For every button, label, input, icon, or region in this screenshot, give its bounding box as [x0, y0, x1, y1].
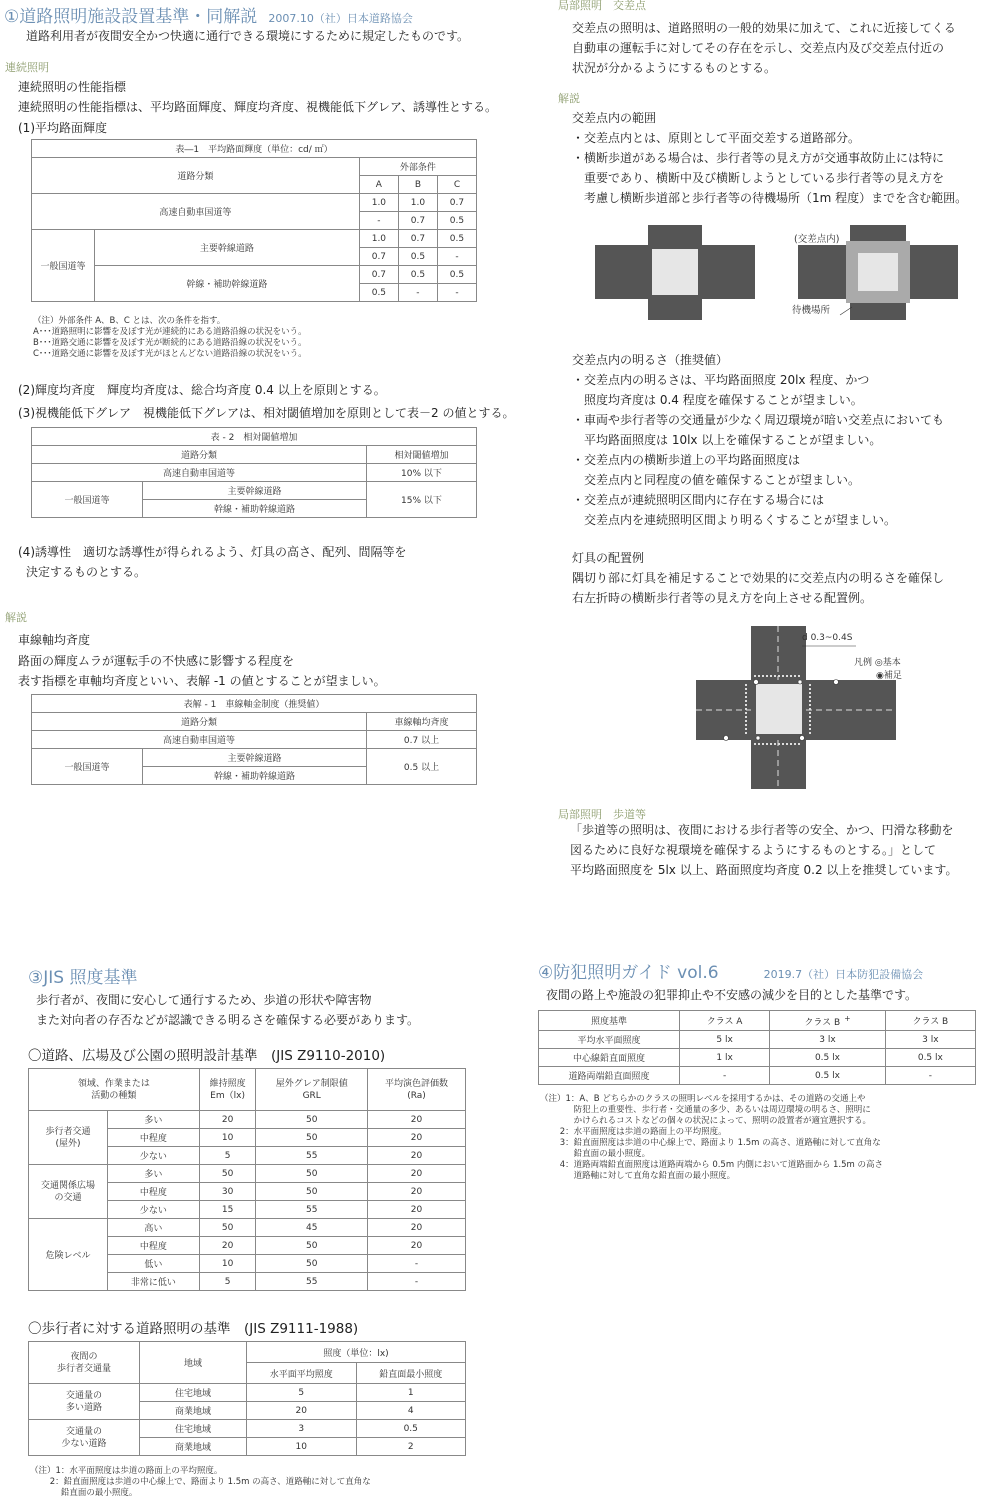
t6-h2-label: クラス B	[804, 1017, 841, 1028]
t1-col-a: A	[359, 176, 398, 194]
cell: 50	[256, 1165, 368, 1183]
cell: 0.5	[437, 266, 476, 284]
cell: 平均水平面照度	[539, 1031, 680, 1049]
table4	[28, 1068, 466, 1291]
cell: 5	[199, 1147, 256, 1165]
note-line: （注）1：水平面照度は歩道の路面上の平均照度。	[30, 1466, 223, 1476]
t6-h2	[770, 1011, 886, 1031]
text-line: ・交差点内とは、原則として平面交差する道路部分。	[572, 131, 861, 145]
t1-g2a: 主要幹線道路	[95, 230, 360, 266]
t4-g2-name: 交通関係広場	[40, 1180, 95, 1191]
t1-col-c: C	[437, 176, 476, 194]
axis-head: 車線軸均斉度	[18, 633, 91, 647]
cell: 20	[247, 1402, 357, 1420]
sec1-meta: 2007.10（社）日本道路協会	[268, 12, 413, 25]
cell: -	[398, 284, 437, 302]
cell: 20	[368, 1201, 466, 1219]
cell: -	[437, 248, 476, 266]
cell: 3 lx	[885, 1031, 975, 1049]
note-line: 道路軸に対して直角な鉛直面の最小照度。	[540, 1171, 736, 1181]
sec3-note	[30, 1466, 371, 1499]
cell: 中程度	[108, 1129, 200, 1147]
cell: 低い	[108, 1255, 200, 1273]
t1-h-class: 道路分類	[32, 158, 360, 194]
note1-line: （注）外部条件 A、B、C とは、次の条件を指す。	[33, 316, 226, 326]
sec1-title: ①道路照明施設設置基準・同解説	[4, 7, 258, 27]
right-p1	[572, 18, 956, 78]
t2-g2v: 15% 以下	[366, 482, 476, 518]
sec3-intro	[36, 990, 419, 1030]
table2-caption: 表 - 2 相対閾値増加	[32, 428, 477, 446]
cell: -	[368, 1273, 466, 1291]
cell: 0.7	[398, 212, 437, 230]
cell: 50	[199, 1165, 256, 1183]
table6	[538, 1010, 976, 1085]
cell: 1 lx	[680, 1049, 770, 1067]
cell: 50	[256, 1183, 368, 1201]
item4a: (4)誘導性 適切な誘導性が得られるよう、灯具の高さ、配列、間隔等を	[18, 545, 407, 559]
cell: 45	[256, 1219, 368, 1237]
bright-head: 交差点内の明るさ（推奨値）	[572, 353, 729, 367]
cell: 0.5	[437, 230, 476, 248]
t4-g2-name2: の交通	[54, 1192, 82, 1203]
legend-basic: 凡例 ◎基本	[854, 658, 901, 668]
cell: 0.7	[359, 248, 398, 266]
t2-g2: 一般国道等	[32, 482, 143, 518]
text-line: 照度均斉度は 0.4 程度を確保することが望ましい。	[572, 393, 863, 407]
table5	[28, 1341, 466, 1456]
t2-r1: 高速自動車国道等	[32, 464, 367, 482]
text-line: 重要であり、横断中及び横断しようとしている歩行者等の見え方を	[572, 171, 945, 185]
cell: 50	[256, 1129, 368, 1147]
table3-caption: 表解 - 1 車線軸金制度（推奨値）	[32, 695, 477, 713]
cell: 20	[199, 1111, 256, 1129]
sec4-title: ④防犯照明ガイド vol.6	[538, 963, 719, 983]
label-local-intersection: 局部照明 交差点	[558, 0, 646, 12]
cell: 55	[256, 1273, 368, 1291]
cell: 50	[199, 1219, 256, 1237]
t6-h0: 照度基準	[539, 1011, 680, 1031]
t4-g1-name2: (屋外)	[55, 1138, 81, 1149]
text-line: ・交差点が連続照明区間内に存在する場合には	[572, 493, 825, 507]
item1: (1)平均路面輝度	[18, 121, 107, 135]
t4-h3	[256, 1069, 368, 1111]
cell: 20	[368, 1219, 466, 1237]
table2	[31, 427, 477, 518]
intersection-figures	[590, 225, 970, 320]
walk-list	[570, 820, 957, 880]
cell: 多い	[108, 1165, 200, 1183]
t3-r1: 高速自動車国道等	[32, 731, 367, 749]
note-line: 防犯上の重要性、歩行者・交通量の多少、あるいは周辺環境の明るさ、照明に	[540, 1105, 871, 1115]
cell: 1.0	[398, 194, 437, 212]
item4b: 決定するものとする。	[26, 565, 147, 579]
t5-h1a: 夜間の	[70, 1351, 98, 1362]
cont-label: 連続照明	[5, 61, 49, 74]
range-head: 交差点内の範囲	[572, 111, 657, 125]
text-line: また対向者の存否などが認識できる明るさを確保する必要があります。	[36, 1013, 420, 1027]
text-line: 「歩道等の照明は、夜間における歩行者等の安全、かつ、円滑な移動を	[570, 823, 954, 837]
t3-h-val: 車線軸均斉度	[366, 713, 476, 731]
text-line: 交差点内を連続照明区間より明るくすることが望ましい。	[572, 513, 897, 527]
sec4-heading	[538, 958, 923, 983]
t4-h4b: (Ra)	[407, 1090, 426, 1101]
t2-g2a: 主要幹線道路	[143, 482, 367, 500]
bright-list	[572, 370, 944, 530]
t1-g2: 一般国道等	[32, 230, 95, 302]
t5-h3a: 水平面平均照度	[247, 1363, 357, 1384]
sec3-title: ③JIS 照度基準	[28, 968, 138, 988]
t4-h2a: 維持照度	[209, 1078, 246, 1089]
cell: 20	[368, 1165, 466, 1183]
cell: -	[368, 1255, 466, 1273]
t4-g1	[29, 1111, 108, 1165]
t6-h2-plus: +	[844, 1013, 851, 1023]
t5-h3: 照度（単位：lx)	[247, 1342, 466, 1363]
cell: 0.7	[398, 230, 437, 248]
table1	[31, 139, 477, 302]
cell: 20	[199, 1237, 256, 1255]
cell: 0.7	[437, 194, 476, 212]
t2-r1v: 10% 以下	[366, 464, 476, 482]
cell: 商業地域	[140, 1402, 247, 1420]
perf-head: 連続照明の性能指標	[18, 80, 127, 94]
axis-t1: 路面の輝度ムラが運転手の不快感に影響する程度を	[18, 654, 295, 668]
lamp-head: 灯具の配置例	[572, 551, 645, 565]
cell: 道路両端鉛直面照度	[539, 1067, 680, 1085]
t4-h3b: GRL	[302, 1090, 321, 1101]
text-line: 状況が分かるようにするものとする。	[572, 61, 777, 75]
cell: 商業地域	[140, 1438, 247, 1456]
cell: 20	[368, 1111, 466, 1129]
cell: 5 lx	[680, 1031, 770, 1049]
axis-t2: 表す指標を車軸均斉度といい、表解 -1 の値とすることが望ましい。	[18, 674, 386, 688]
cell: 1	[356, 1384, 466, 1402]
t5-h1	[29, 1342, 140, 1384]
t1-h-ext: 外部条件	[359, 158, 476, 176]
note-line: かけられるコストなどの個々の状況によって、照明の設置者が適宜選択する。	[540, 1116, 871, 1126]
cell: 高い	[108, 1219, 200, 1237]
text-line: ・車両や歩行者等の交通量が少なく周辺環境が暗い交差点においても	[572, 413, 945, 427]
cell: 1.0	[359, 194, 398, 212]
t5-h1b: 歩行者交通量	[56, 1363, 111, 1374]
item2: (2)輝度均斉度 輝度均斉度は、総合均斉度 0.4 以上を原則とする。	[18, 383, 386, 397]
cell: 50	[256, 1237, 368, 1255]
note-line: （注）1：A、B どちらかのクラスの照明レベルを採用するかは、その道路の交通上や	[540, 1094, 866, 1104]
cell: 20	[368, 1183, 466, 1201]
cell: 住宅地域	[140, 1420, 247, 1438]
sec1-heading	[4, 2, 413, 27]
t1-col-b: B	[398, 176, 437, 194]
cell: 3 lx	[770, 1031, 886, 1049]
cell: 4	[356, 1402, 466, 1420]
t5-g1	[29, 1384, 140, 1420]
sec4-intro: 夜間の路上や施設の犯罪抑止や不安感の減少を目的とした基準です。	[546, 988, 918, 1002]
t5-h2: 地域	[140, 1342, 247, 1384]
text-line: ・交差点内の横断歩道上の平均路面照度は	[572, 453, 801, 467]
text-line: 歩行者が、夜間に安心して通行するため、歩道の形状や障害物	[36, 993, 372, 1007]
t5-g1-n1: 交通量の	[65, 1390, 102, 1401]
t2-g2b: 幹線・補助幹線道路	[143, 500, 367, 518]
t3-r1v: 0.7 以上	[366, 731, 476, 749]
kaisetsu1: 解説	[5, 611, 27, 624]
intersection-fig-left	[595, 225, 755, 320]
item3: (3)視機能低下グレア 視機能低下グレアは、相対閾値増加を原則として表－2 の値とする。	[18, 406, 515, 420]
cell: 5	[247, 1384, 357, 1402]
text-line: 平均路面照度は 10lx 以上を確保することが望ましい。	[572, 433, 882, 447]
t5-h3b: 鉛直面最小照度	[356, 1363, 466, 1384]
t4-g2	[29, 1165, 108, 1219]
cell: -	[680, 1067, 770, 1085]
cell: 1.0	[359, 230, 398, 248]
text-line: 隅切り部に灯具を補足することで効果的に交差点内の明るさを確保し	[572, 571, 945, 585]
cell: 0.5	[398, 248, 437, 266]
t4-h1a: 領域、作業または	[77, 1078, 150, 1089]
t4-h4a: 平均演色評価数	[385, 1078, 449, 1089]
text-line: 平均路面照度を 5lx 以上、路面照度均斉度 0.2 以上を推奨しています。	[570, 863, 958, 877]
dim-label: d 0.3~0.4S	[802, 633, 853, 643]
text-line: 図るために良好な視環境を確保するようにするものとする。」として	[570, 843, 937, 857]
sec4-meta: 2019.7（社）日本防犯設備協会	[763, 968, 924, 981]
cell: 55	[256, 1201, 368, 1219]
cell: 55	[256, 1147, 368, 1165]
note-line: 3：鉛直面照度は歩道の中心線上で、路面より 1.5m の高さ、道路軸に対して直角な	[540, 1138, 881, 1148]
t4-h4	[368, 1069, 466, 1111]
lamp-list	[572, 568, 944, 608]
table1-caption: 表―1 平均路面輝度（単位：cd/ ㎡）	[32, 140, 477, 158]
cell: 0.5 lx	[885, 1049, 975, 1067]
cell: 2	[356, 1438, 466, 1456]
note-line: 鉛直面の最小照度。	[540, 1149, 651, 1159]
cell: 50	[256, 1111, 368, 1129]
note1	[33, 316, 307, 360]
note-line: 2：水平面照度は歩道の路面上の平均照度。	[540, 1127, 727, 1137]
fig-wait-label: 待機場所	[792, 305, 831, 316]
text-line: ・交差点内の明るさは、平均路面照度 20lx 程度、かつ	[572, 373, 870, 387]
t3-g2b: 幹線・補助幹線道路	[143, 767, 367, 785]
cell: 0.5	[398, 266, 437, 284]
cell: 10	[199, 1129, 256, 1147]
cell: 0.5 lx	[770, 1049, 886, 1067]
t4-g3: 危険レベル	[29, 1219, 108, 1291]
t6-h1: クラス A	[680, 1011, 770, 1031]
text-line: ・横断歩道がある場合は、歩行者等の見え方が交通事故防止には特に	[572, 151, 945, 165]
range-list	[572, 128, 967, 208]
cell: -	[437, 284, 476, 302]
cell: 0.5	[359, 284, 398, 302]
text-line: 考慮し横断歩道部と歩行者等の待機場所（1m 程度）までを含む範囲。	[572, 191, 968, 205]
cell: 50	[256, 1255, 368, 1273]
label-local-walkway: 局部照明 歩道等	[558, 808, 646, 821]
cell: 20	[368, 1147, 466, 1165]
sec3-sub1: 〇道路、広場及び公園の照明設計基準 (JIS Z9110-2010)	[28, 1048, 386, 1064]
t5-g1-n2: 多い道路	[65, 1402, 102, 1413]
cell: 多い	[108, 1111, 200, 1129]
t4-h2b: Em（lx)	[210, 1090, 245, 1101]
note1-line: B･･･道路交通に影響を及ぼす光が断続的にある道路沿線の状況をいう。	[33, 338, 307, 348]
legend-supplement: ◉補足	[876, 671, 902, 681]
t5-g2-n1: 交通量の	[65, 1426, 102, 1437]
note-line: 4：道路両端鉛直面照度は道路両端から 0.5m 内側において道路面から 1.5m の高さ	[540, 1160, 884, 1170]
cell: 中心線鉛直面照度	[539, 1049, 680, 1067]
t5-g2	[29, 1420, 140, 1456]
t4-h1b: 活動の種類	[91, 1090, 137, 1101]
t3-h-class: 道路分類	[32, 713, 367, 731]
cell: 0.5 lx	[770, 1067, 886, 1085]
cell: 中程度	[108, 1183, 200, 1201]
kaisetsu2: 解説	[558, 92, 580, 105]
cell: 中程度	[108, 1237, 200, 1255]
lamp-layout-figure	[696, 624, 896, 789]
t3-g2v: 0.5 以上	[366, 749, 476, 785]
cell: 10	[247, 1438, 357, 1456]
t1-g1: 高速自動車国道等	[32, 194, 360, 230]
cell: 少ない	[108, 1147, 200, 1165]
t5-g2-n2: 少ない道路	[61, 1438, 107, 1449]
cell: 20	[368, 1129, 466, 1147]
t4-h2	[199, 1069, 256, 1111]
cell: 3	[247, 1420, 357, 1438]
cell: 0.5	[437, 212, 476, 230]
t4-h1	[29, 1069, 200, 1111]
cell: -	[359, 212, 398, 230]
perf-text: 連続照明の性能指標は、平均路面輝度、輝度均斉度、視機能低下グレア、誘導性とする。	[18, 100, 498, 114]
fig-in-label: (交差点内)	[794, 234, 840, 245]
sec4-note	[540, 1094, 883, 1182]
t3-g2: 一般国道等	[32, 749, 143, 785]
t6-h3: クラス B	[885, 1011, 975, 1031]
table3	[31, 694, 477, 785]
t2-h-val: 相対閾値増加	[366, 446, 476, 464]
cell: 住宅地域	[140, 1384, 247, 1402]
text-line: 右左折時の横断歩行者等の見え方を向上させる配置例。	[572, 591, 873, 605]
text-line: 交差点の照明は、道路照明の一般的効果に加えて、これに近接してくる	[572, 21, 956, 35]
note1-line: A･･･道路照明に影響を及ぼす光が連続的にある道路沿線の状況をいう。	[33, 327, 307, 337]
cell: 10	[199, 1255, 256, 1273]
sec3-sub2: 〇歩行者に対する道路照明の基準 (JIS Z9111-1988)	[28, 1321, 359, 1337]
t3-g2a: 主要幹線道路	[143, 749, 367, 767]
cell: 20	[368, 1237, 466, 1255]
t2-h-class: 道路分類	[32, 446, 367, 464]
t4-g1-name: 歩行者交通	[45, 1126, 91, 1137]
cell: -	[885, 1067, 975, 1085]
cell: 15	[199, 1201, 256, 1219]
cell: 0.7	[359, 266, 398, 284]
t1-g2b: 幹線・補助幹線道路	[95, 266, 360, 302]
cell: 30	[199, 1183, 256, 1201]
note-line: 2：鉛直面照度は歩道の中心線上で、路面より 1.5m の高さ、道路軸に対して直角な	[30, 1477, 371, 1487]
text-line: 自動車の運転手に対してその存在を示し、交差点内及び交差点付近の	[572, 41, 945, 55]
cell: 少ない	[108, 1201, 200, 1219]
cell: 0.5	[356, 1420, 466, 1438]
note-line: 鉛直面の最小照度。	[30, 1488, 138, 1498]
t4-h3a: 屋外グレア制限値	[275, 1078, 348, 1089]
sec1-intro: 道路利用者が夜間安全かつ快適に通行できる環境にするために規定したものです。	[26, 29, 470, 43]
note1-line: C･･･道路交通に影響を及ぼす光がほとんどない道路沿線の状況をいう。	[33, 349, 307, 359]
cell: 5	[199, 1273, 256, 1291]
cell: 非常に低い	[108, 1273, 200, 1291]
text-line: 交差点内と同程度の値を確保することが望ましい。	[572, 473, 861, 487]
